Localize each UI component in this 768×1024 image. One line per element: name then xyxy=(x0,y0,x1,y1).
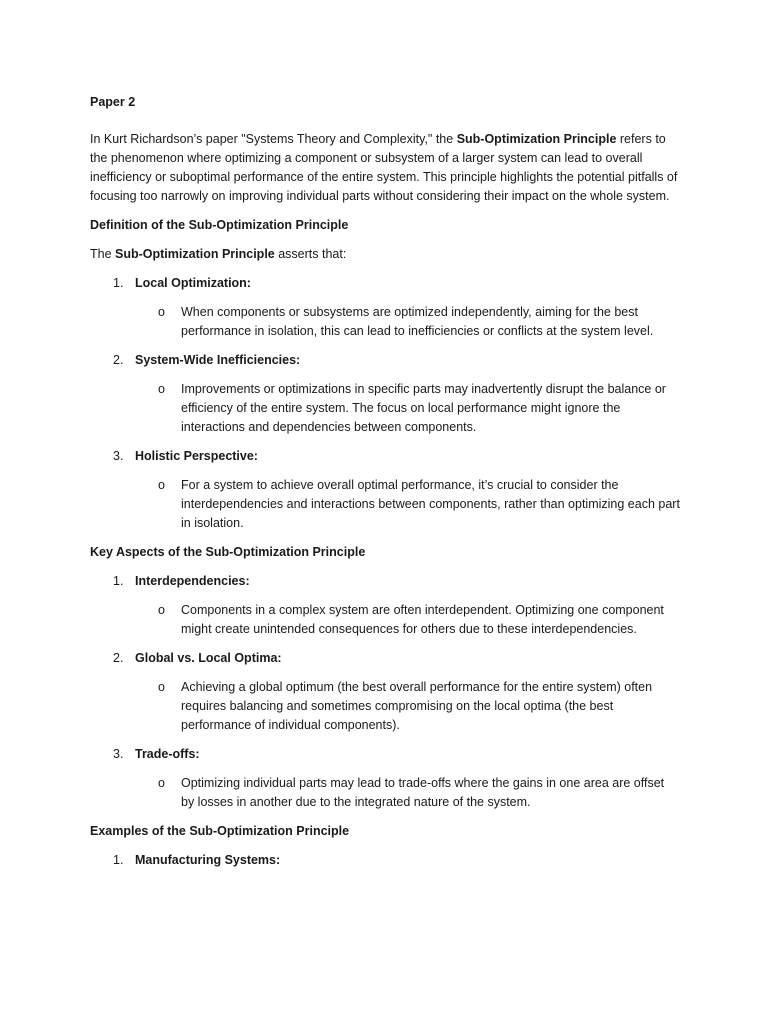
bullet-text: For a system to achieve overall optimal performance, it’s crucial to consider the interdependencies and interactions between components, rather than optimizing each part in isolation. xyxy=(181,478,680,530)
bullet-text: Improvements or optimizations in specific parts may inadvertently disrupt the balance or efficiency of the entire system. The focus on local performance might ignore the interactions and dependencies between components. xyxy=(181,382,666,434)
definition-item-3-bullet xyxy=(90,476,680,533)
bullet-text: Optimizing individual parts may lead to trade-offs where the gains in one area are offset by losses in another due to the integrated nature of the system. xyxy=(181,776,665,809)
key-aspect-item-1 xyxy=(90,572,680,591)
definition-lead-pre: The xyxy=(90,247,116,261)
item-label: Manufacturing Systems: xyxy=(135,853,281,867)
definition-item-2-bullet xyxy=(90,380,680,437)
item-label: Trade-offs: xyxy=(135,747,200,761)
intro-text-post: refers to the phenomenon where optimizing a component or subsystem of a larger system can lead to overall inefficiency or suboptimal performance of the entire system. This principle highlights the potential pitfalls of focusing too narrowly on improving individual parts without considering their impact on the whole system. xyxy=(90,132,678,203)
item-label: Local Optimization: xyxy=(135,276,251,290)
bullet-text: Components in a complex system are often interdependent. Optimizing one component might create unintended consequences for others due to these interdependencies. xyxy=(181,603,664,636)
item-number: 1. xyxy=(113,276,124,290)
intro-text-bold: Sub-Optimization Principle xyxy=(456,132,617,146)
bullet-text: Achieving a global optimum (the best overall performance for the entire system) often requires balancing and sometimes compromising on the local optima (the best performance of individual components). xyxy=(181,680,653,732)
bullet-marker: o xyxy=(158,382,165,396)
item-number: 1. xyxy=(113,574,124,588)
item-number: 1. xyxy=(113,853,124,867)
document-page xyxy=(90,93,680,880)
bullet-marker: o xyxy=(158,305,165,319)
definition-lead xyxy=(90,245,680,264)
bullet-marker: o xyxy=(158,680,165,694)
definition-item-2 xyxy=(90,351,680,370)
intro-paragraph xyxy=(90,130,680,206)
item-number: 3. xyxy=(113,747,124,761)
bullet-text: When components or subsystems are optimized independently, aiming for the best performance in isolation, this can lead to inefficiencies or conflicts at the system level. xyxy=(181,305,654,338)
item-label: Global vs. Local Optima: xyxy=(135,651,282,665)
item-number: 2. xyxy=(113,651,124,665)
bullet-marker: o xyxy=(158,478,165,492)
key-aspect-item-3-bullet xyxy=(90,774,680,812)
key-aspect-item-3 xyxy=(90,745,680,764)
examples-heading: Examples of the Sub-Optimization Principle xyxy=(90,824,350,838)
item-label: System-Wide Inefficiencies: xyxy=(135,353,301,367)
item-number: 2. xyxy=(113,353,124,367)
definition-lead-bold: Sub-Optimization Principle xyxy=(115,247,275,261)
definition-item-1-bullet xyxy=(90,303,680,341)
key-aspect-item-1-bullet xyxy=(90,601,680,639)
key-aspects-heading: Key Aspects of the Sub-Optimization Principle xyxy=(90,545,366,559)
item-label: Holistic Perspective: xyxy=(135,449,258,463)
key-aspect-item-2 xyxy=(90,649,680,668)
key-aspect-item-2-bullet xyxy=(90,678,680,735)
definition-item-3 xyxy=(90,447,680,466)
bullet-marker: o xyxy=(158,603,165,617)
item-number: 3. xyxy=(113,449,124,463)
definition-lead-post: asserts that: xyxy=(274,247,347,261)
definition-heading: Definition of the Sub-Optimization Principle xyxy=(90,218,349,232)
example-item-1 xyxy=(90,851,680,870)
paper-title: Paper 2 xyxy=(90,95,136,109)
intro-text-pre: In Kurt Richardson’s paper "Systems Theory and Complexity," the xyxy=(90,132,457,146)
definition-item-1 xyxy=(90,274,680,293)
item-label: Interdependencies: xyxy=(135,574,250,588)
bullet-marker: o xyxy=(158,776,165,790)
